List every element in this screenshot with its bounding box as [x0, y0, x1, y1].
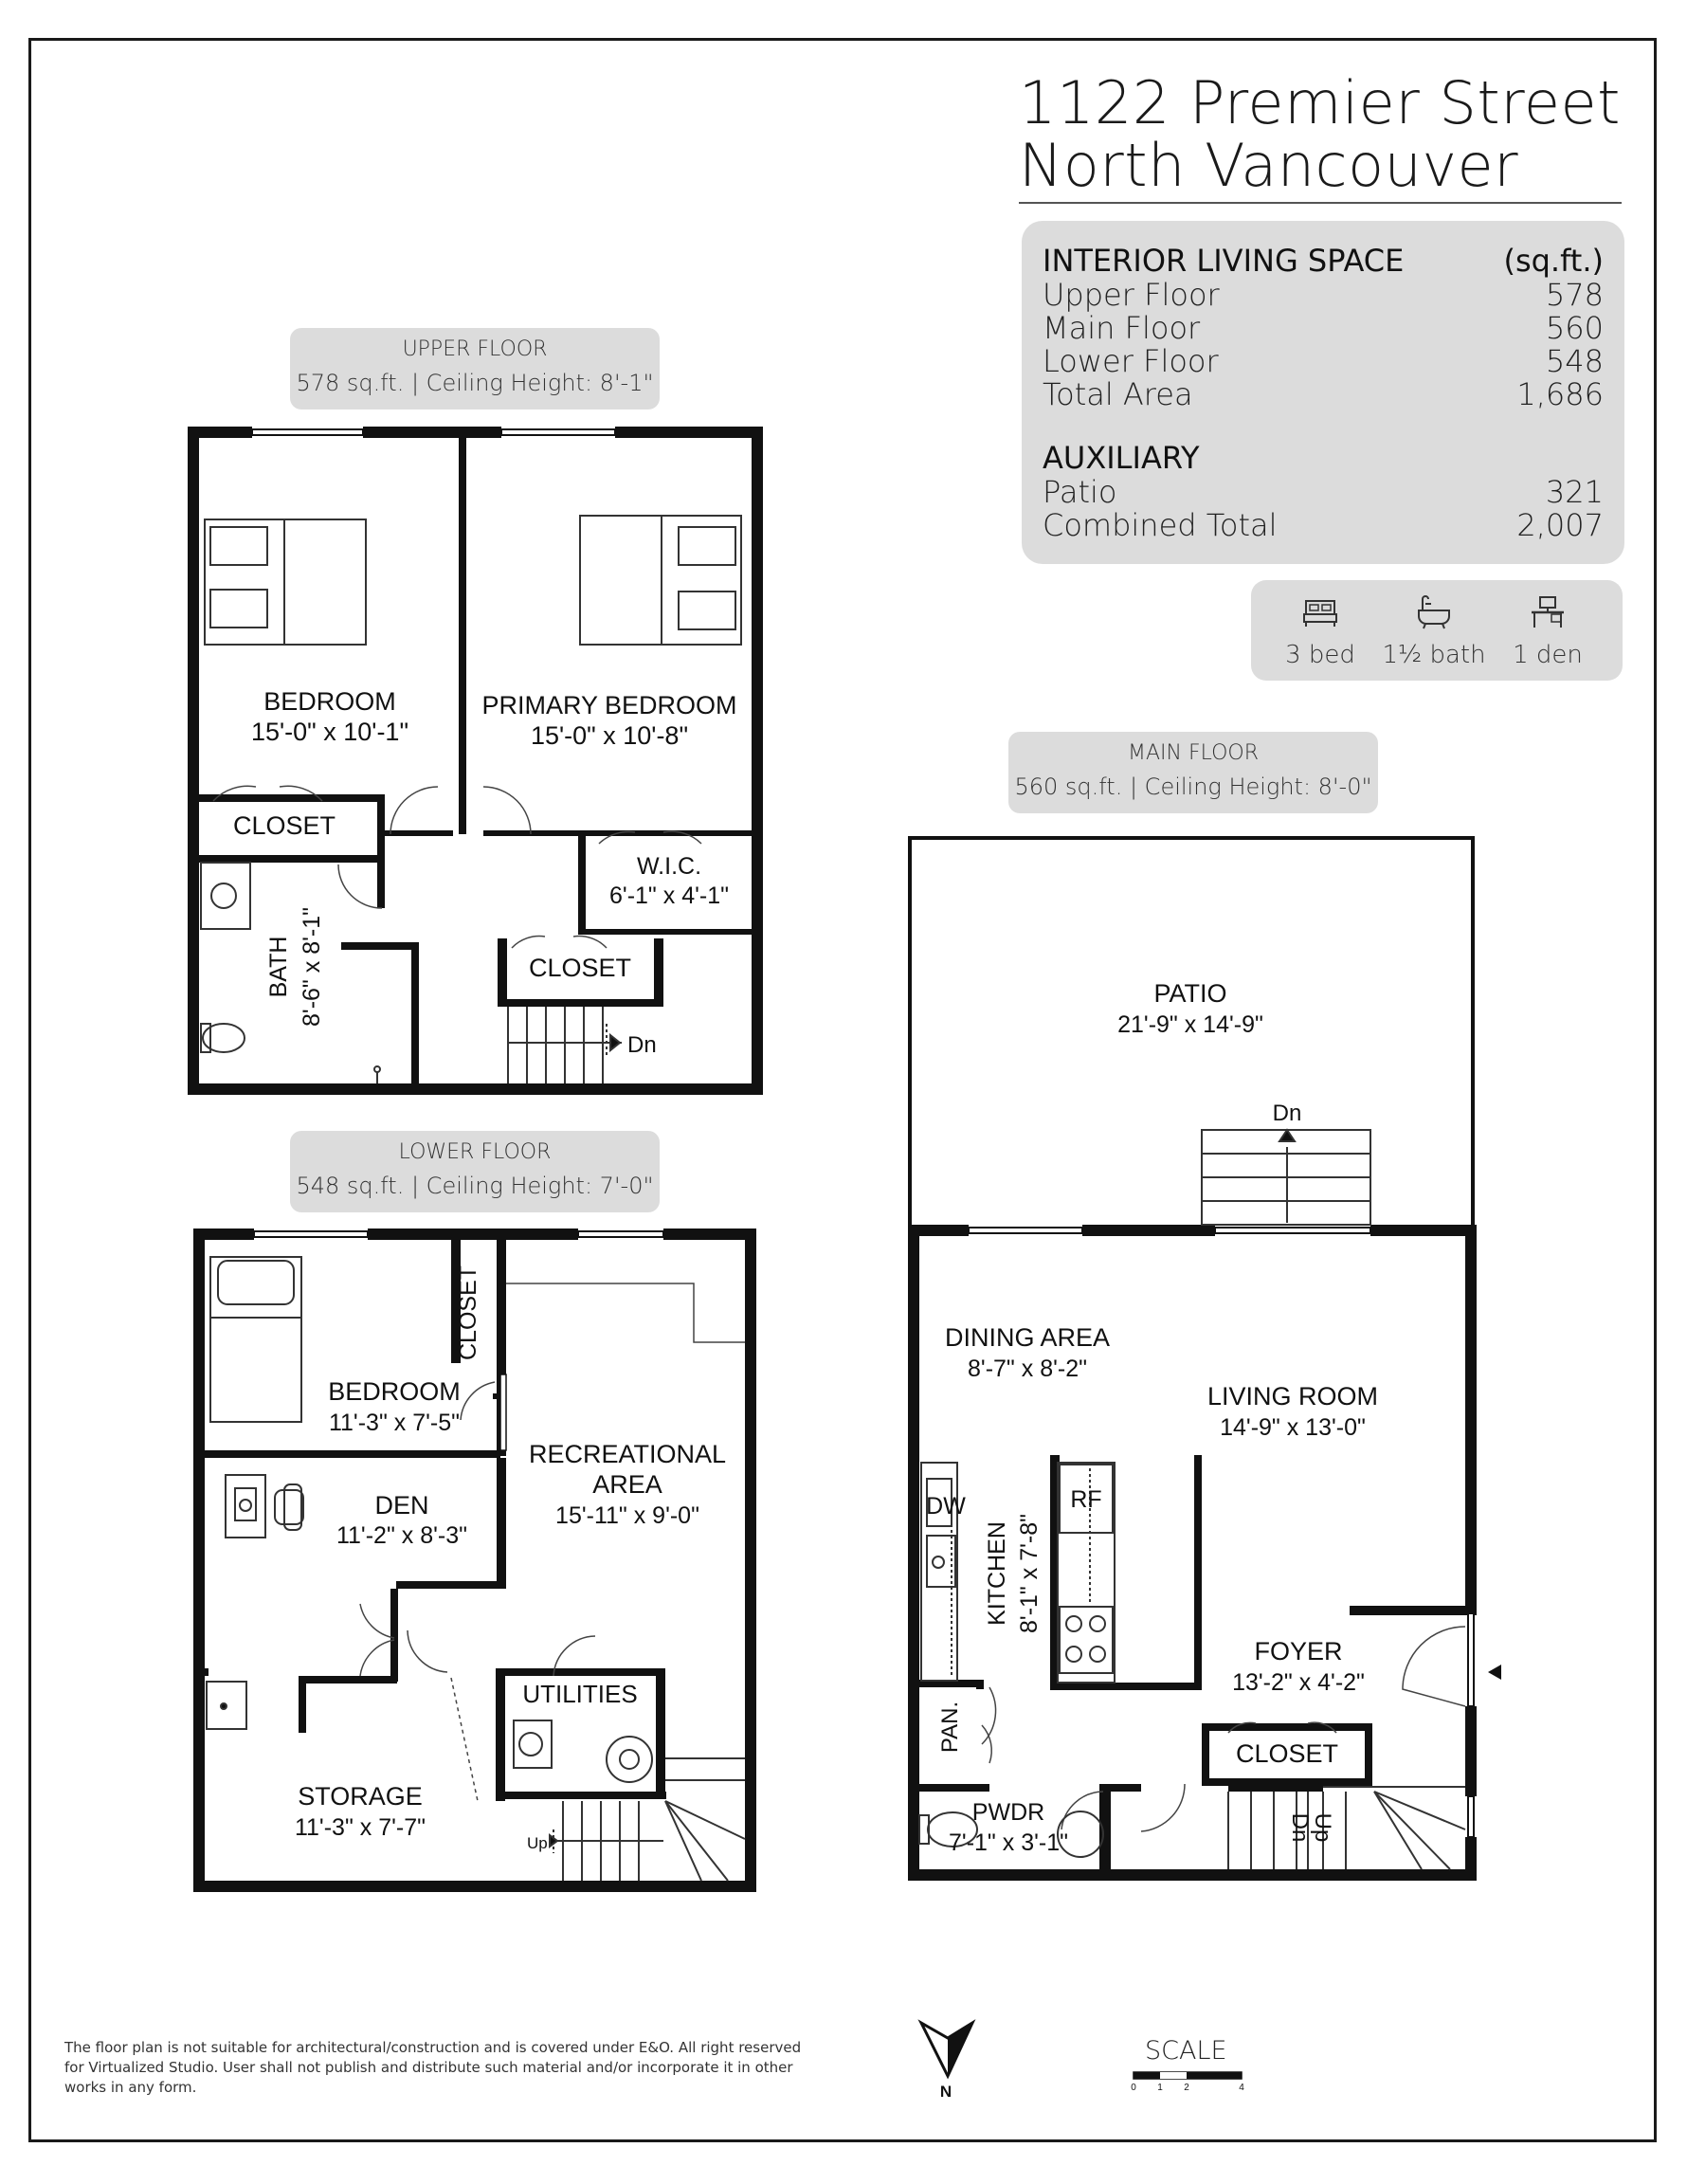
address-line-2: North Vancouver — [1019, 131, 1519, 200]
storage-label: STORAGE — [298, 1782, 423, 1811]
den-label: DEN — [374, 1491, 429, 1520]
main-windows — [969, 1228, 1474, 1837]
foyer-label: FOYER — [1254, 1637, 1343, 1665]
north-arrow-icon — [921, 2023, 972, 2101]
rec-area-size: 15'-11" x 9'-0" — [555, 1502, 699, 1529]
living-room-label: LIVING ROOM — [1206, 1382, 1379, 1410]
dishwasher-label: DW — [926, 1493, 966, 1520]
primary-bedroom-size: 15'-0" x 10'-8" — [530, 721, 689, 750]
wic-size: 6'-1" x 4'-1" — [609, 883, 729, 909]
patio-size: 21'-9" x 14'-9" — [1117, 1011, 1263, 1038]
fridge-label: RF — [1070, 1486, 1102, 1513]
bath-count: 1½ bath — [1372, 580, 1496, 681]
dining-area-size: 8'-7" x 8'-2" — [968, 1356, 1087, 1382]
foyer-stairs-dn-label: Dn — [1287, 1812, 1313, 1843]
area-row-main: Main Floor 560 — [1043, 310, 1604, 346]
pantry-label: PAN. — [937, 1701, 963, 1754]
lower-bed-icon — [210, 1257, 301, 1422]
kitchen-label: KITCHEN — [984, 1521, 1010, 1626]
pwdr-size: 7'-1" x 3'-1" — [949, 1829, 1068, 1856]
upper-stairs-label: Dn — [627, 1032, 657, 1058]
scale-tick-4: 4 — [1239, 2083, 1244, 2093]
utilities-fixtures — [514, 1720, 652, 1782]
lower-bedroom-label: BEDROOM — [328, 1377, 461, 1406]
lower-closet-label: CLOSET — [455, 1265, 481, 1361]
main-floor-plan — [908, 838, 1501, 1881]
primary-bedroom-label: PRIMARY BEDROOM — [481, 691, 737, 719]
entry-arrow-icon — [1488, 1665, 1501, 1680]
den-desk-icon — [226, 1475, 303, 1538]
interior-header: INTERIOR LIVING SPACE — [1043, 243, 1405, 279]
main-closet-label: CLOSET — [1235, 1739, 1339, 1768]
pwdr-label: PWDR — [971, 1799, 1045, 1826]
bath-size: 8'-6" x 8'-1" — [299, 907, 325, 1027]
area-row-total: Total Area 1,686 — [1043, 376, 1604, 412]
foyer-size: 13'-2" x 4'-2" — [1232, 1669, 1365, 1696]
disclaimer: The floor plan is not suitable for architectural/construction and is covered under E&O. All right reserved for Virtualized Studio. User shall not publish and distribute such material and/or incorporate it in other works in any form. — [64, 2039, 802, 2096]
utilities-label: UTILITIES — [522, 1680, 638, 1708]
foyer-stairs — [1228, 1787, 1465, 1869]
auxiliary-header: AUXILIARY — [1043, 440, 1200, 476]
lower-walls-thin — [500, 1283, 745, 1450]
lower-stairs-label: Up — [527, 1834, 548, 1852]
lower-floor-plan — [193, 1228, 756, 1892]
wic-label: W.I.C. — [636, 853, 702, 880]
upper-doors — [213, 786, 701, 948]
lower-bedroom-size: 11'-3" x 7'-5" — [328, 1410, 461, 1436]
main-floor-label: MAIN FLOOR 560 sq.ft. | Ceiling Height: 8'-0" — [1008, 732, 1378, 813]
area-row-patio: Patio 321 — [1043, 474, 1604, 510]
living-room-size: 14'-9" x 13'-0" — [1220, 1414, 1366, 1441]
dining-area-label: DINING AREA — [944, 1323, 1111, 1352]
area-row-lower: Lower Floor 548 — [1043, 343, 1604, 379]
area-row-combined: Combined Total 2,007 — [1043, 507, 1604, 543]
upper-bedroom-label: BEDROOM — [263, 687, 396, 716]
upper-floor-label: UPPER FLOOR 578 sq.ft. | Ceiling Height: 8'-1" — [290, 328, 660, 410]
patio-stairs-label: Dn — [1272, 1101, 1302, 1126]
bath-label: BATH — [265, 936, 292, 998]
scale-tick-0: 0 — [1131, 2083, 1136, 2093]
rec-area-label-1: RECREATIONAL — [528, 1440, 727, 1468]
scale-bar — [1131, 2072, 1244, 2093]
north-label: N — [939, 2083, 952, 2101]
lower-stairs — [550, 1758, 745, 1881]
scale-tick-1: 1 — [1157, 2083, 1163, 2093]
upper-closet-label: CLOSET — [232, 811, 336, 840]
patio-stairs — [1202, 1130, 1370, 1225]
scale-label: SCALE — [1145, 2036, 1227, 2066]
lower-floor-label: LOWER FLOOR 548 sq.ft. | Ceiling Height: 7'-0" — [290, 1131, 660, 1212]
rec-area-label-2: AREA — [592, 1470, 662, 1499]
upper-bedroom-size: 15'-0" x 10'-1" — [250, 718, 409, 746]
den-count: 1 den — [1486, 580, 1609, 681]
upper-floor-plan — [188, 427, 763, 1095]
bed-count: 3 bed — [1259, 580, 1382, 681]
storage-fixture — [207, 1682, 246, 1729]
patio-label: PATIO — [1153, 979, 1227, 1008]
upper-bed-left-icon — [205, 519, 366, 645]
unit-label: (sq.ft.) — [1503, 243, 1604, 279]
foyer-stairs-up-label: Up — [1310, 1812, 1335, 1843]
area-row-upper: Upper Floor 578 — [1043, 277, 1604, 313]
upper-stairs — [508, 1007, 622, 1083]
upper-bed-right-icon — [580, 516, 741, 645]
den-size: 11'-2" x 8'-3" — [336, 1522, 468, 1549]
upper-closet-2-label: CLOSET — [528, 954, 632, 982]
address-line-1: 1122 Premier Street — [1019, 68, 1621, 137]
kitchen-size: 8'-1" x 7'-8" — [1016, 1514, 1043, 1633]
storage-size: 11'-3" x 7'-7" — [294, 1814, 426, 1841]
scale-tick-2: 2 — [1184, 2083, 1189, 2093]
